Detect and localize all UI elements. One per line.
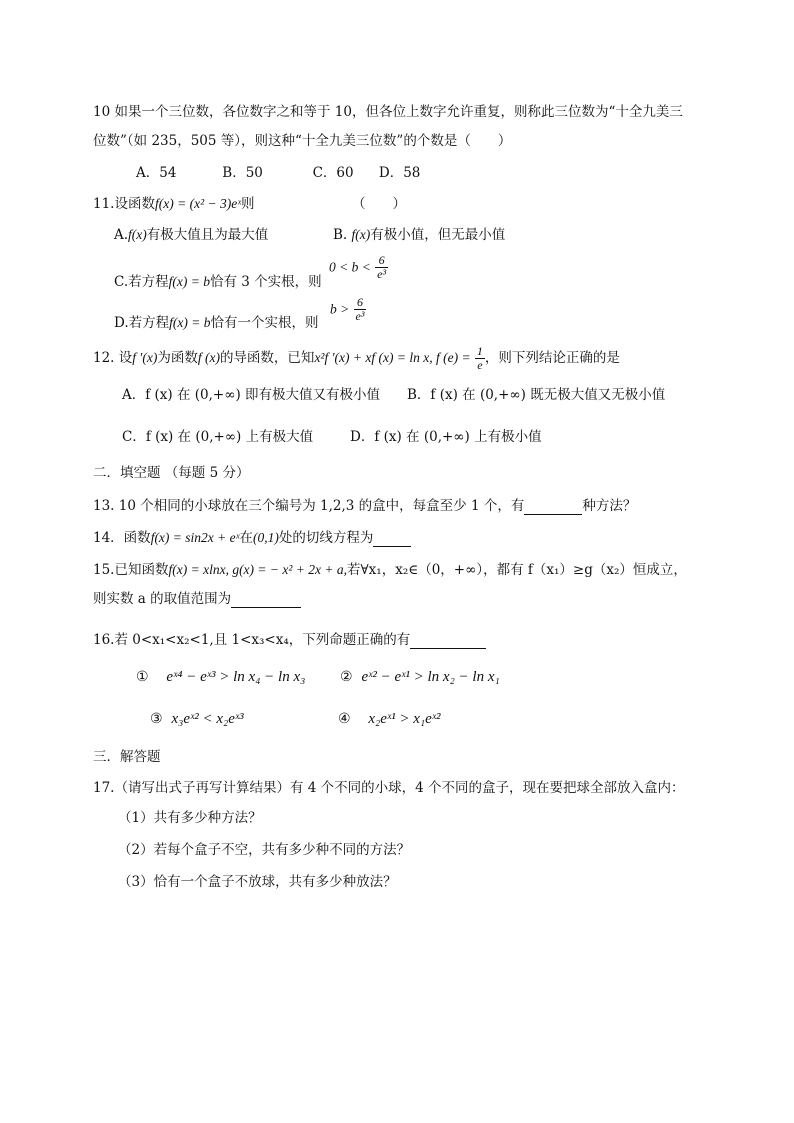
q12-stem: 12. 设f ′(x)为函数f (x)的导函数，已知x²f ′(x) + xf (x) = ln x, f (e) = $\frac{1}{e}$ ，则下列结论正确的是 xyxy=(93,344,620,372)
section-fill-in-heading: 二．填空题 （每题 5 分） xyxy=(93,465,250,481)
q15-line2: 则实数 a 的取值范围为 xyxy=(93,590,301,608)
section-solution-heading: 三．解答题 xyxy=(93,749,161,765)
answer-blank xyxy=(373,532,411,547)
q10-line2: 位数”（如 235，505 等），则这种“十全九美三位数”的个数是（ ） xyxy=(93,133,512,149)
q11-stem xyxy=(93,195,255,213)
q12-option-c: C．f (x) 在 (0,+∞) 上有极大值 xyxy=(122,429,314,445)
q17-sub-1: （1）共有多少种方法？ xyxy=(118,810,262,826)
q11-suffix: 则 xyxy=(241,196,255,212)
q16-proposition-4: ④ x₂eˣ¹ > x₁eˣ² xyxy=(338,711,441,727)
q16-proposition-3: ③ x₃eˣ² < x₂eˣ³ xyxy=(150,711,244,727)
q14: 14．函数f(x) = sin2x + eˣ在(0,1)处的切线方程为 xyxy=(93,529,411,547)
q12-option-b: B．f (x) 在 (0,+∞) 既无极大值又无极小值 xyxy=(407,387,666,403)
q11-option-d: D.若方程f(x) = b恰有一个实根，则 xyxy=(114,315,319,331)
q11-prefix: 11.设函数 xyxy=(93,196,155,212)
q10-option-a: A．54 xyxy=(136,165,177,181)
answer-blank xyxy=(231,593,301,608)
q11-option-b: B. f(x)有极小值，但无最小值 xyxy=(333,227,506,243)
answer-blank xyxy=(524,500,582,515)
q11-option-d-condition: b > $\frac{6}{\text{e³}}$ xyxy=(330,295,365,323)
q10-option-c: C．60 xyxy=(312,165,354,181)
q17-sub-2: （2）若每个盒子不空，共有多少种不同的方法？ xyxy=(118,842,411,858)
q16-proposition-2: ② eˣ² − eˣ¹ > ln x₂ − ln x₁ xyxy=(340,669,500,685)
q12-option-a: A．f (x) 在 (0,+∞) 即有极大值又有极小值 xyxy=(122,387,381,403)
q16-stem: 16.若 0<x₁<x₂<1,且 1<x₃<x₄，下列命题正确的有 xyxy=(93,631,486,649)
q17-stem: 17.（请写出式子再写计算结果）有 4 个不同的小球，4 个不同的盒子，现在要把球全部放入盒内： xyxy=(93,780,685,796)
fraction: $\frac{6}{\text{e³}}$ xyxy=(355,295,365,323)
q16-proposition-1: ① eˣ⁴ − eˣ³ > ln x₄ − ln x₃ xyxy=(136,669,306,685)
answer-blank xyxy=(410,634,486,649)
q11-option-c: C.若方程f(x) = b恰有 3 个实根，则 xyxy=(114,274,322,290)
fraction: $\frac{6}{\text{e³}}$ xyxy=(377,253,387,281)
q13: 13. 10 个相同的小球放在三个编号为 1,2,3 的盒中，每盒至少 1 个，有 种方法？ xyxy=(93,498,637,514)
q10-option-d: D．58 xyxy=(378,165,421,181)
q17-sub-3: （3）恰有一个盒子不放球，共有多少种放法？ xyxy=(118,874,397,890)
q12-option-d: D．f (x) 在 (0,+∞) 上有极小值 xyxy=(350,429,542,445)
fraction: $\frac{1}{e}$ xyxy=(476,344,483,372)
q11-option-c-condition: 0 < b < $\frac{6}{\text{e³}}$ xyxy=(329,253,387,281)
q10-option-b: B．50 xyxy=(222,165,263,181)
q11-option-a: A.f(x)有极大值且为最大值 xyxy=(114,227,269,243)
q11-func: f(x) = (x² − 3)eˣ xyxy=(154,196,242,211)
q10-line1: 10 如果一个三位数，各位数字之和等于 10，但各位上数字允许重复，则称此三位数为“十全九美三 xyxy=(93,104,683,120)
q15-line1: 15.已知函数f(x) = xlnx, g(x) = − x² + 2x + a,若∀x₁，x₂∈（0，+∞），都有 f（x₁）≥g（x₂）恒成立， xyxy=(93,562,687,578)
q11-answer-paren: （ ） xyxy=(352,196,406,212)
q10-options xyxy=(136,164,420,182)
